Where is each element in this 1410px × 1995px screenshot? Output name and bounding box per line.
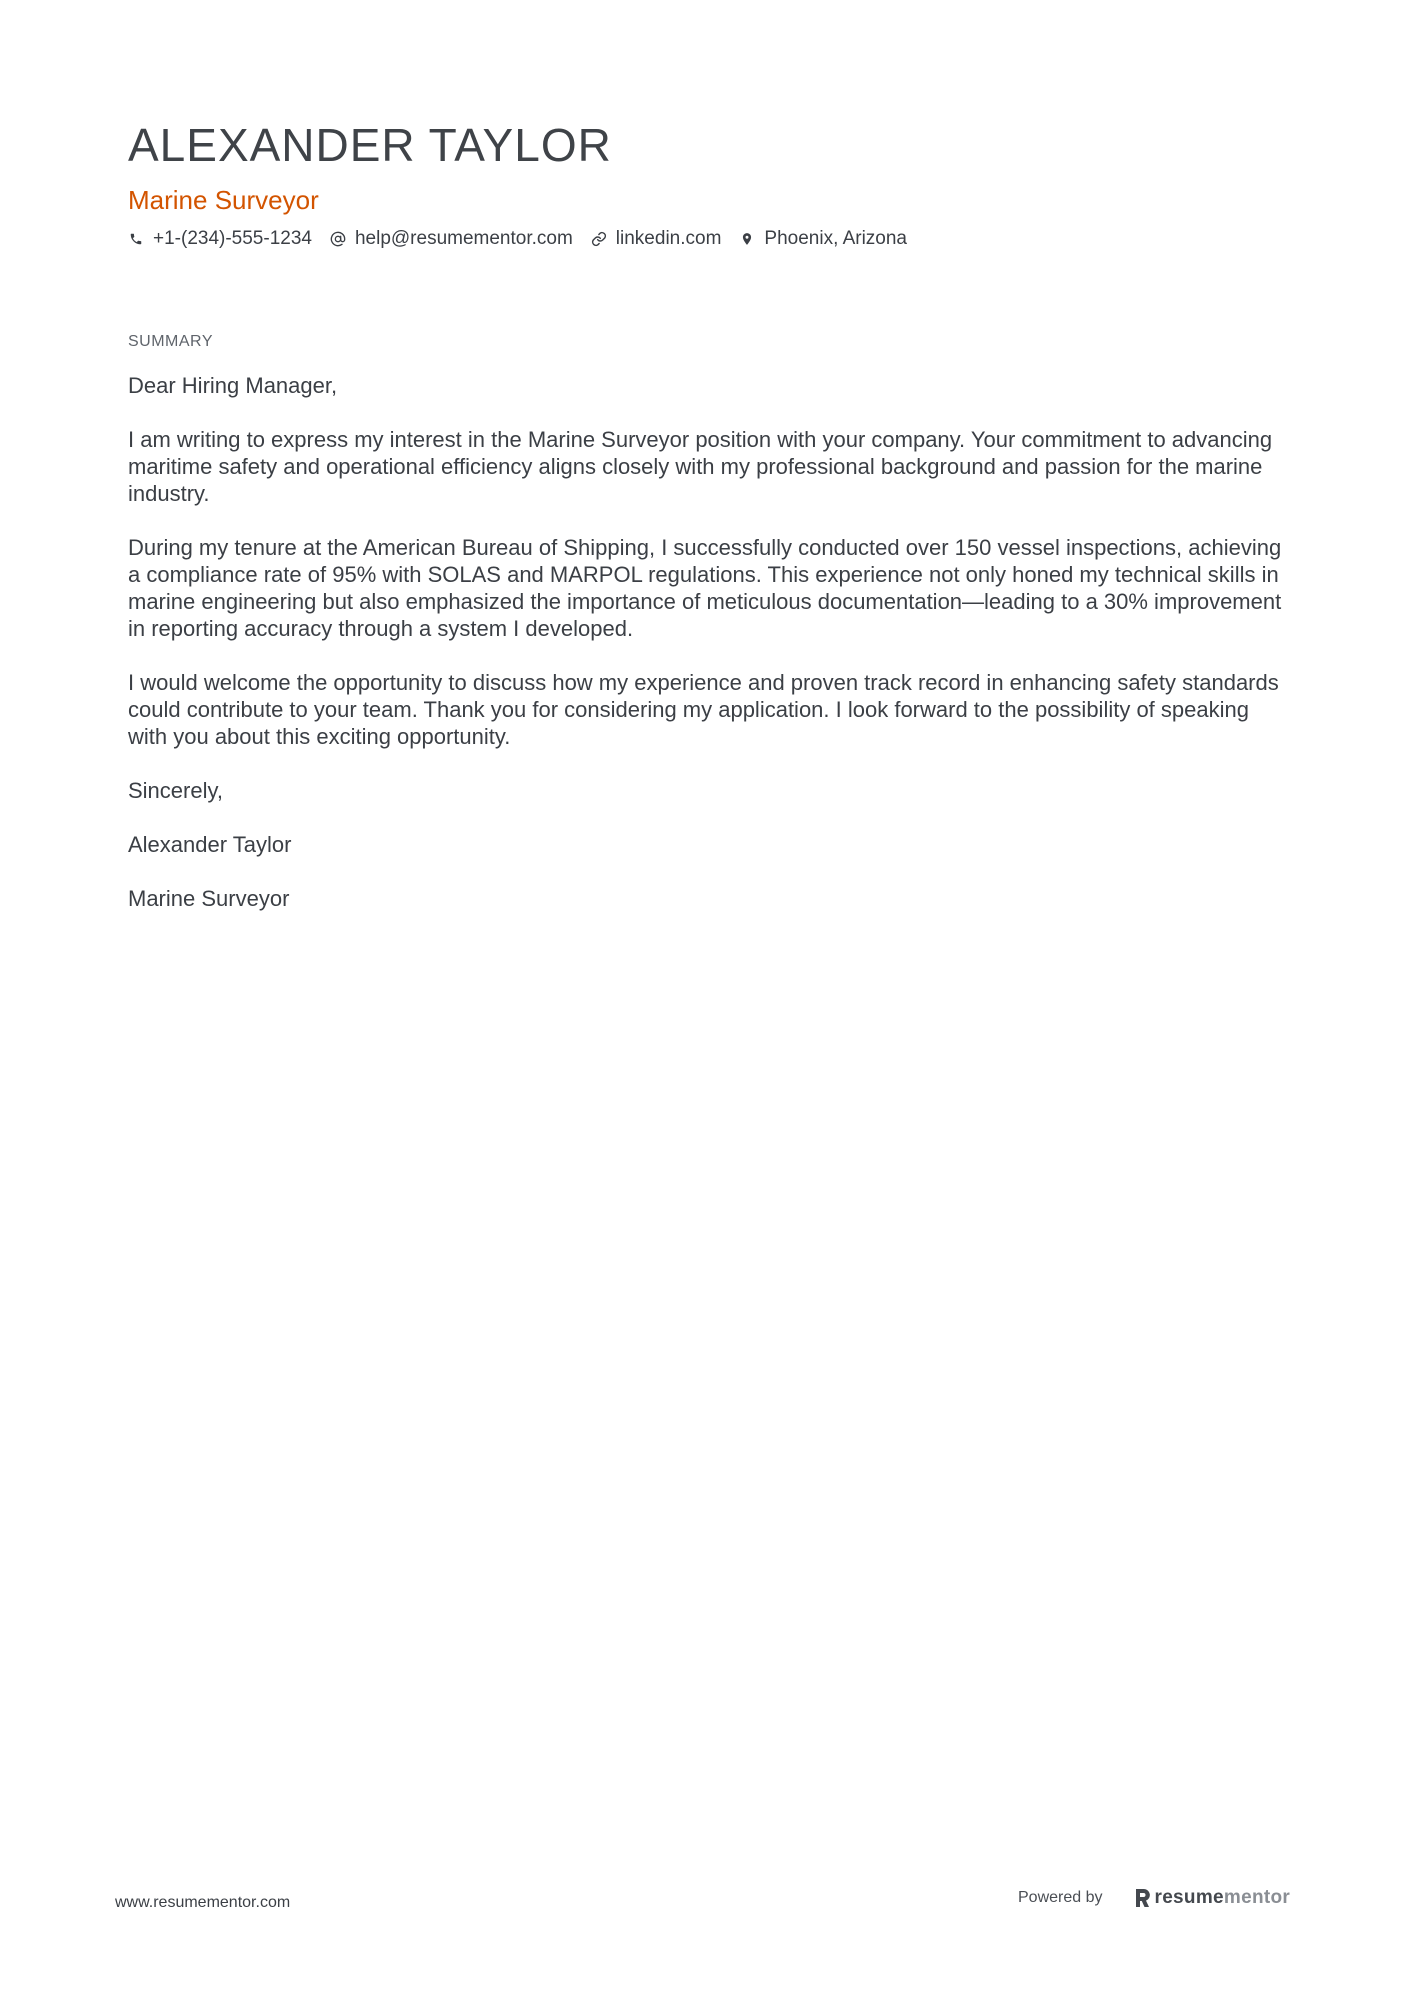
paragraph-3: I would welcome the opportunity to discuss how my experience and proven track record in enhancing safety standards could contribute to your team. Thank you for considering my application. I look forward to the possibility of speaking with you about this exciting opportunity. <box>128 670 1279 749</box>
contact-phone <box>128 226 312 252</box>
powered-by-label: Powered by <box>1018 1889 1103 1906</box>
contact-phone-text: +1-(234)-555-1234 <box>153 228 312 249</box>
brand-wordmark-part2: mentor <box>1223 1887 1291 1908</box>
letter-content <box>128 118 1288 939</box>
applicant-name: ALEXANDER TAYLOR <box>128 119 612 171</box>
greeting: Dear Hiring Manager, <box>128 373 338 398</box>
contact-bar <box>128 226 1288 252</box>
location-pin-icon <box>739 231 755 247</box>
paragraph-2: During my tenure at the American Bureau of Shipping, I successfully conducted over 150 vessel inspections, achieving a compliance rate of 95% with SOLAS and MARPOL regulations. This experience not only honed my technical skills in marine engineering but also emphasized the importance of meticulous documentation—leading to a 30% improvement in reporting accuracy through a system I developed. <box>128 535 1282 641</box>
signature-name: Alexander Taylor <box>128 832 292 857</box>
contact-email <box>330 226 573 252</box>
contact-email-text: help@resumementor.com <box>354 228 573 249</box>
footer-branding <box>1018 1887 1290 1909</box>
brand-logo[interactable] <box>1133 1887 1291 1909</box>
footer-website[interactable]: www.resumementor.com <box>115 1894 291 1911</box>
contact-location-text: Phoenix, Arizona <box>764 228 907 249</box>
letter-body <box>128 372 1288 912</box>
applicant-role: Marine Surveyor <box>128 185 319 215</box>
paragraph-1: I am writing to express my interest in the Marine Surveyor position with your company. Your commitment to advancing maritime safety and operational efficiency aligns closely with my professional background and passion for the marine industry. <box>128 427 1273 506</box>
at-icon <box>330 231 346 247</box>
summary-heading: SUMMARY <box>128 333 213 350</box>
brand-wordmark-part1: resume <box>1154 1887 1224 1908</box>
phone-icon <box>128 231 144 247</box>
signature-title: Marine Surveyor <box>128 886 290 911</box>
contact-linkedin <box>591 226 722 252</box>
contact-location <box>739 226 907 252</box>
brand-wordmark <box>1155 1887 1291 1909</box>
link-icon <box>591 231 607 247</box>
closing: Sincerely, <box>128 778 223 803</box>
contact-linkedin-text: linkedin.com <box>615 228 722 249</box>
resumementor-logo-icon <box>1133 1888 1151 1908</box>
